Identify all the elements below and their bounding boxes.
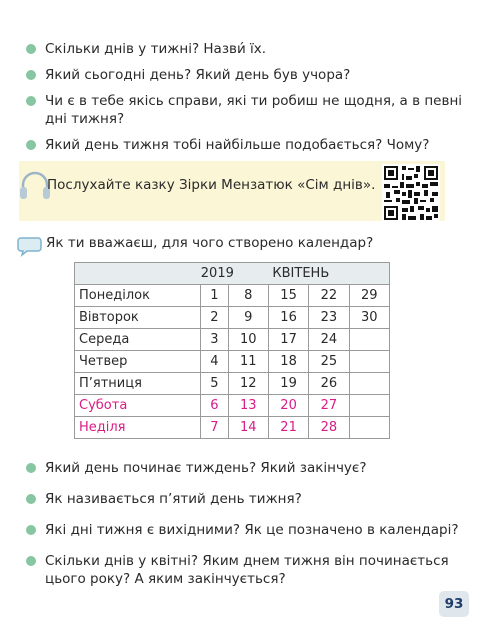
date-cell: 21 xyxy=(268,417,308,439)
calendar-row xyxy=(75,285,390,307)
bullet-dot xyxy=(26,70,36,80)
day-name: П’ятниця xyxy=(75,373,201,395)
day-name: Понеділок xyxy=(75,285,201,307)
day-name: Середа xyxy=(75,329,201,351)
question-text: Який день починає тиждень? Який закінчує? xyxy=(45,460,367,476)
bullet-dot xyxy=(26,44,36,54)
date-cell: 13 xyxy=(228,395,268,417)
question-item xyxy=(26,136,463,154)
question-item xyxy=(26,459,463,477)
question-text: Який день тижня тобі найбільше подобається? Чому? xyxy=(45,137,430,153)
date-cell: 10 xyxy=(228,329,268,351)
calendar-row xyxy=(75,307,390,329)
date-cell xyxy=(349,351,389,373)
bullet-dot xyxy=(26,140,36,150)
date-cell: 6 xyxy=(201,395,228,417)
bottom-question-list xyxy=(26,459,463,601)
bullet-dot xyxy=(26,556,36,566)
date-cell xyxy=(349,417,389,439)
calendar-header-blank xyxy=(75,263,201,285)
date-cell xyxy=(349,395,389,417)
date-cell: 16 xyxy=(268,307,308,329)
question-item xyxy=(26,40,463,58)
date-cell: 3 xyxy=(201,329,228,351)
date-cell: 28 xyxy=(309,417,349,439)
date-cell: 25 xyxy=(309,351,349,373)
qr-code[interactable] xyxy=(382,164,440,222)
calendar-question: Як ти вважаєш, для чого створено календар? xyxy=(46,235,374,251)
date-cell: 1 xyxy=(201,285,228,307)
date-cell: 17 xyxy=(268,329,308,351)
date-cell: 15 xyxy=(268,285,308,307)
date-cell xyxy=(349,329,389,351)
calendar-row xyxy=(75,373,390,395)
date-cell: 14 xyxy=(228,417,268,439)
bullet-dot xyxy=(26,96,36,106)
calendar-table xyxy=(74,262,390,439)
date-cell: 5 xyxy=(201,373,228,395)
date-cell: 8 xyxy=(228,285,268,307)
question-item xyxy=(26,490,463,508)
calendar-row xyxy=(75,329,390,351)
calendar-year: 2019 xyxy=(201,263,269,285)
question-text: Які дні тижня є вихідними? Як це позначено в календарі? xyxy=(45,522,459,538)
date-cell: 4 xyxy=(201,351,228,373)
calendar-row-weekend xyxy=(75,395,390,417)
calendar-row xyxy=(75,351,390,373)
day-name: Вівторок xyxy=(75,307,201,329)
date-cell xyxy=(349,373,389,395)
date-cell: 23 xyxy=(309,307,349,329)
question-text: Скільки днів у тижні? Назви́ їх. xyxy=(45,41,267,57)
listen-text: Послухайте казку Зірки Мензатюк «Сім днів». xyxy=(47,177,376,193)
date-cell: 24 xyxy=(309,329,349,351)
date-cell: 12 xyxy=(228,373,268,395)
bullet-dot xyxy=(26,494,36,504)
date-cell: 30 xyxy=(349,307,389,329)
page-number: 93 xyxy=(439,591,469,617)
day-name: Субота xyxy=(75,395,201,417)
bullet-dot xyxy=(26,525,36,535)
date-cell: 11 xyxy=(228,351,268,373)
day-name: Неділя xyxy=(75,417,201,439)
date-cell: 9 xyxy=(228,307,268,329)
date-cell: 19 xyxy=(268,373,308,395)
question-text: Який сьогодні день? Який день був учора? xyxy=(45,67,351,83)
question-item xyxy=(26,552,463,588)
date-cell: 2 xyxy=(201,307,228,329)
question-item xyxy=(26,66,463,84)
date-cell: 27 xyxy=(309,395,349,417)
calendar-header-row xyxy=(75,263,390,285)
question-text: Чи є в тебе якісь справи, які ти робиш не щодня, а в певні дні тижня? xyxy=(45,93,463,127)
date-cell: 20 xyxy=(268,395,308,417)
question-text: Скільки днів у квітні? Яким днем тижня він починається цього року? А яким закінчується? xyxy=(45,553,449,587)
question-text: Як називається п’ятий день тижня? xyxy=(45,491,302,507)
date-cell: 22 xyxy=(309,285,349,307)
speech-bubble-icon xyxy=(16,235,42,257)
question-item xyxy=(26,92,463,128)
top-question-list xyxy=(26,40,463,162)
calendar-row-weekend xyxy=(75,417,390,439)
date-cell: 7 xyxy=(201,417,228,439)
bullet-dot xyxy=(26,463,36,473)
date-cell: 29 xyxy=(349,285,389,307)
date-cell: 18 xyxy=(268,351,308,373)
calendar-month: КВІТЕНЬ xyxy=(268,263,389,285)
day-name: Четвер xyxy=(75,351,201,373)
date-cell: 26 xyxy=(309,373,349,395)
question-item xyxy=(26,521,463,539)
